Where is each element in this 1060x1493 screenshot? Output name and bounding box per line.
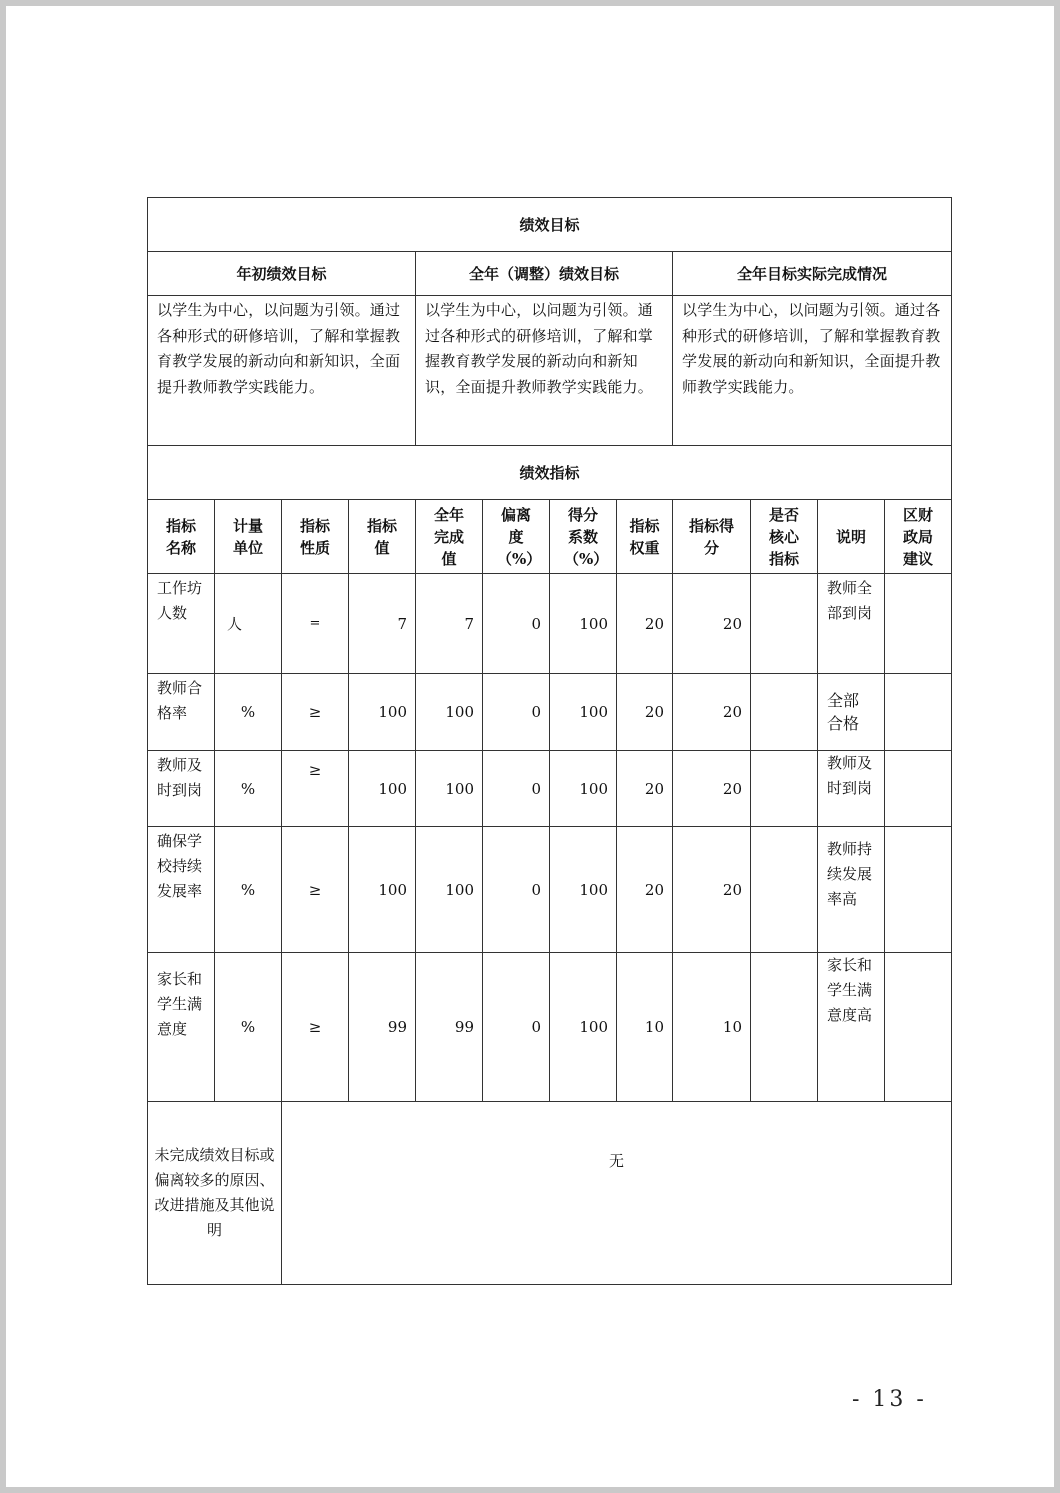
indicator-target: 100 (349, 674, 416, 751)
indicator-weight: 20 (617, 674, 673, 751)
indicator-advice (885, 674, 952, 751)
header-core: 是否核心指标 (751, 500, 818, 574)
header-target: 指标值 (349, 500, 416, 574)
reason-value: 无 (282, 1102, 952, 1285)
indicator-core (751, 674, 818, 751)
indicator-target: 7 (349, 574, 416, 674)
indicator-target: 99 (349, 953, 416, 1102)
header-finance-advice: 区财政局建议 (885, 500, 952, 574)
indicator-nature: ≥ (282, 953, 349, 1102)
indicator-nature: ≥ (282, 827, 349, 953)
indicator-unit: % (215, 827, 282, 953)
indicator-nature: = (282, 574, 349, 674)
indicator-coefficient: 100 (550, 674, 617, 751)
indicator-advice (885, 953, 952, 1102)
indicator-nature: ≥ (282, 674, 349, 751)
indicator-unit: % (215, 674, 282, 751)
header-note: 说明 (818, 500, 885, 574)
indicator-name: 家长和学生满意度 (148, 953, 215, 1102)
indicator-note: 家长和学生满意度高 (818, 953, 885, 1102)
goal-header-adjusted: 全年（调整）绩效目标 (416, 252, 673, 296)
indicator-deviation: 0 (483, 827, 550, 953)
indicator-coefficient: 100 (550, 751, 617, 827)
indicator-coefficient: 100 (550, 953, 617, 1102)
indicator-name: 教师合格率 (148, 674, 215, 751)
indicator-actual: 100 (416, 827, 483, 953)
indicator-weight: 20 (617, 827, 673, 953)
indicator-weight: 10 (617, 953, 673, 1102)
indicator-note: 教师及时到岗 (818, 751, 885, 827)
header-indicator-name: 指标名称 (148, 500, 215, 574)
header-actual: 全年完成值 (416, 500, 483, 574)
indicator-weight: 20 (617, 574, 673, 674)
indicator-unit: 人 (215, 574, 282, 674)
indicator-name: 确保学校持续发展率 (148, 827, 215, 953)
indicator-score: 20 (673, 751, 751, 827)
indicator-score: 20 (673, 827, 751, 953)
table-row (148, 827, 952, 953)
indicator-target: 100 (349, 827, 416, 953)
indicator-section-title: 绩效指标 (148, 446, 952, 500)
header-deviation: 偏离度（%） (483, 500, 550, 574)
indicator-nature: ≥ (282, 751, 349, 827)
document-page (6, 6, 1054, 1487)
reason-label: 未完成绩效目标或偏离较多的原因、改进措施及其他说明 (148, 1102, 282, 1285)
indicator-score: 20 (673, 674, 751, 751)
indicator-core (751, 574, 818, 674)
indicator-note: 教师持续发展率高 (818, 827, 885, 953)
indicator-deviation: 0 (483, 953, 550, 1102)
goal-text-initial: 以学生为中心，以问题为引领。通过各种形式的研修培训，了解和掌握教育教学发展的新动向和新知识，全面提升教师教学实践能力。 (148, 296, 416, 446)
table-row (148, 574, 952, 674)
goal-header-initial: 年初绩效目标 (148, 252, 416, 296)
header-unit: 计量单位 (215, 500, 282, 574)
indicator-coefficient: 100 (550, 827, 617, 953)
indicator-core (751, 827, 818, 953)
page-number: - 13 - (852, 1387, 927, 1412)
indicator-note: 全部合格 (818, 674, 885, 751)
indicator-actual: 100 (416, 674, 483, 751)
goal-header-actual: 全年目标实际完成情况 (673, 252, 952, 296)
indicator-actual: 99 (416, 953, 483, 1102)
indicator-advice (885, 751, 952, 827)
indicator-name: 工作坊人数 (148, 574, 215, 674)
indicator-target: 100 (349, 751, 416, 827)
indicator-core (751, 953, 818, 1102)
header-nature: 指标性质 (282, 500, 349, 574)
indicator-score: 10 (673, 953, 751, 1102)
goal-section-title: 绩效目标 (148, 198, 952, 252)
indicator-unit: % (215, 751, 282, 827)
indicator-note: 教师全部到岗 (818, 574, 885, 674)
indicator-advice (885, 827, 952, 953)
indicator-name: 教师及时到岗 (148, 751, 215, 827)
table-row (148, 751, 952, 827)
indicator-core (751, 751, 818, 827)
goal-text-adjusted: 以学生为中心，以问题为引领。通过各种形式的研修培训，了解和掌握教育教学发展的新动向和新知识，全面提升教师教学实践能力。 (416, 296, 673, 446)
header-coefficient: 得分系数（%） (550, 500, 617, 574)
indicator-unit: % (215, 953, 282, 1102)
indicator-coefficient: 100 (550, 574, 617, 674)
header-weight: 指标权重 (617, 500, 673, 574)
indicator-advice (885, 574, 952, 674)
table-row (148, 674, 952, 751)
goal-text-actual: 以学生为中心，以问题为引领。通过各种形式的研修培训，了解和掌握教育教学发展的新动向和新知识，全面提升教师教学实践能力。 (673, 296, 952, 446)
indicator-actual: 7 (416, 574, 483, 674)
indicator-deviation: 0 (483, 751, 550, 827)
performance-table (147, 197, 952, 1285)
indicator-weight: 20 (617, 751, 673, 827)
indicator-deviation: 0 (483, 574, 550, 674)
indicator-deviation: 0 (483, 674, 550, 751)
header-score: 指标得分 (673, 500, 751, 574)
indicator-score: 20 (673, 574, 751, 674)
indicator-actual: 100 (416, 751, 483, 827)
table-row (148, 953, 952, 1102)
